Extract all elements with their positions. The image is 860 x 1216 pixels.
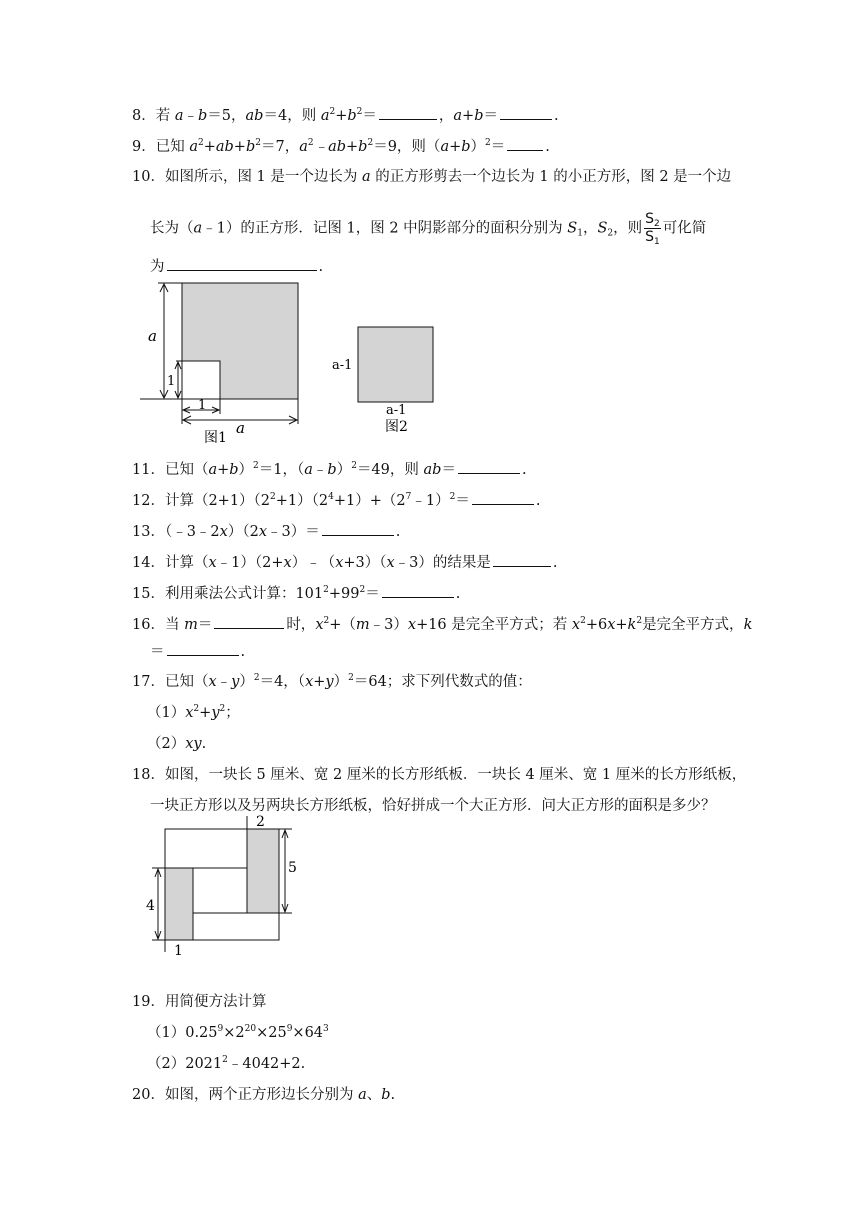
answer-blank[interactable] <box>379 105 437 120</box>
caption-figure-2: 图2 <box>385 419 408 435</box>
question-10-line-3: 为 . <box>150 256 323 277</box>
label-1: 1 <box>174 943 183 959</box>
label-a-left: a <box>148 327 157 345</box>
answer-blank[interactable] <box>458 459 520 474</box>
question-19-part-2: $(2)2021^2﹣4042+2$. <box>147 1055 306 1072</box>
label-a-bottom: a <box>236 419 245 437</box>
answer-blank[interactable] <box>493 552 551 567</box>
answer-blank[interactable] <box>167 256 317 271</box>
square-a-minus-1-shaded <box>358 327 433 402</box>
answer-blank[interactable] <box>507 136 543 151</box>
top-rectangle <box>165 829 247 868</box>
fraction-s2-over-s1: $\frac{S_2}{S_1}$ <box>645 211 660 247</box>
label-1-left: 1 <box>167 374 176 389</box>
shaded-rectangle-1x4 <box>165 868 193 940</box>
small-square-cut <box>182 361 220 399</box>
question-10-line-1: 10．如图所示，图 1 是一个边长为 a 的正方形剪去一个边长为 1 的小正方形，图 2 是一个边 <box>132 169 732 185</box>
caption-figure-1: 图1 <box>204 430 227 446</box>
question-14: 14．计算（x﹣1）（2+x）﹣（x+3）（x﹣3）的结果是 . <box>132 552 558 573</box>
question-15: 15．利用乘法公式计算：$101^2+99^2=$ . <box>132 585 461 602</box>
label-5: 5 <box>288 860 297 876</box>
center-square <box>193 868 247 913</box>
question-11: 11．已知$(a+b)^2=1$，（a﹣b）$^2$＝49，则 ab＝ . <box>132 461 527 478</box>
answer-blank[interactable] <box>472 490 534 505</box>
question-12: 12．计算$(2+1)(2^2+1)(2^4+1)+(2^7﹣1)^2=$ . <box>132 492 541 509</box>
label-2: 2 <box>256 814 265 830</box>
shaded-rectangle-2x5 <box>247 829 279 913</box>
question-8: 8．若 a﹣b＝5，ab＝4，则 $a^2+b^2=$ ，a+b＝ . <box>132 107 559 124</box>
question-20: 20．如图，两个正方形边长分别为 a、b. <box>132 1087 396 1103</box>
answer-blank[interactable] <box>500 105 552 120</box>
answer-blank[interactable] <box>214 614 284 629</box>
bottom-rectangle <box>193 913 279 940</box>
question-19: 19．用简便方法计算 <box>132 994 267 1010</box>
question-13: 13．（﹣3﹣2x）（2x﹣3）＝ . <box>132 521 400 542</box>
figure-3 <box>140 814 300 960</box>
answer-blank[interactable] <box>322 521 394 536</box>
question-17-part-2: （2）xy. <box>147 736 207 752</box>
question-18-line-1: 18．如图，一块长 5 厘米、宽 2 厘米的长方形纸板．一块长 4 厘米、宽 1 厘米的长方形纸板， <box>132 767 747 783</box>
question-17: 17．已知（x﹣y）$^2$＝4，$(x+y)^2=64$；求下列代数式的值： <box>132 673 532 690</box>
figure-2 <box>330 320 440 440</box>
question-18-line-2: 一块正方形以及另两块长方形纸板，恰好拼成一个大正方形．问大正方形的面积是多少？ <box>150 798 716 814</box>
question-9: 9．已知 $a^2+ab+b^2=7$，$a^2﹣ab+b^2=9$，则$(a+b)^2=$ . <box>132 138 550 155</box>
figure-1 <box>140 276 320 446</box>
question-10-line-2: 长为（a﹣1）的正方形．记图 1，图 2 中阴影部分的面积分别为 $S_1$，$S_2$，则 $\frac{S_2}{S_1}$ 可化简 <box>150 211 707 247</box>
label-bottom: a-1 <box>386 403 407 418</box>
label-1-bottom: 1 <box>198 398 207 413</box>
answer-blank[interactable] <box>382 583 454 598</box>
question-17-part-1: $(1)x^2+y^2$； <box>147 704 240 721</box>
question-16-line-2: ＝ . <box>150 641 245 662</box>
label-4: 4 <box>146 898 155 914</box>
question-19-part-1: $(1)0.25^9\times 2^{20}\times 25^9\times 64^3$ <box>147 1024 329 1041</box>
answer-blank[interactable] <box>167 641 239 656</box>
label-left: a-1 <box>332 358 353 373</box>
question-16-line-1: 16．当 m＝ 时，$x^2+(m﹣3)x+16$ 是完全平方式；若 $x^2+6x+k^2$是完全平方式，k <box>132 616 753 633</box>
